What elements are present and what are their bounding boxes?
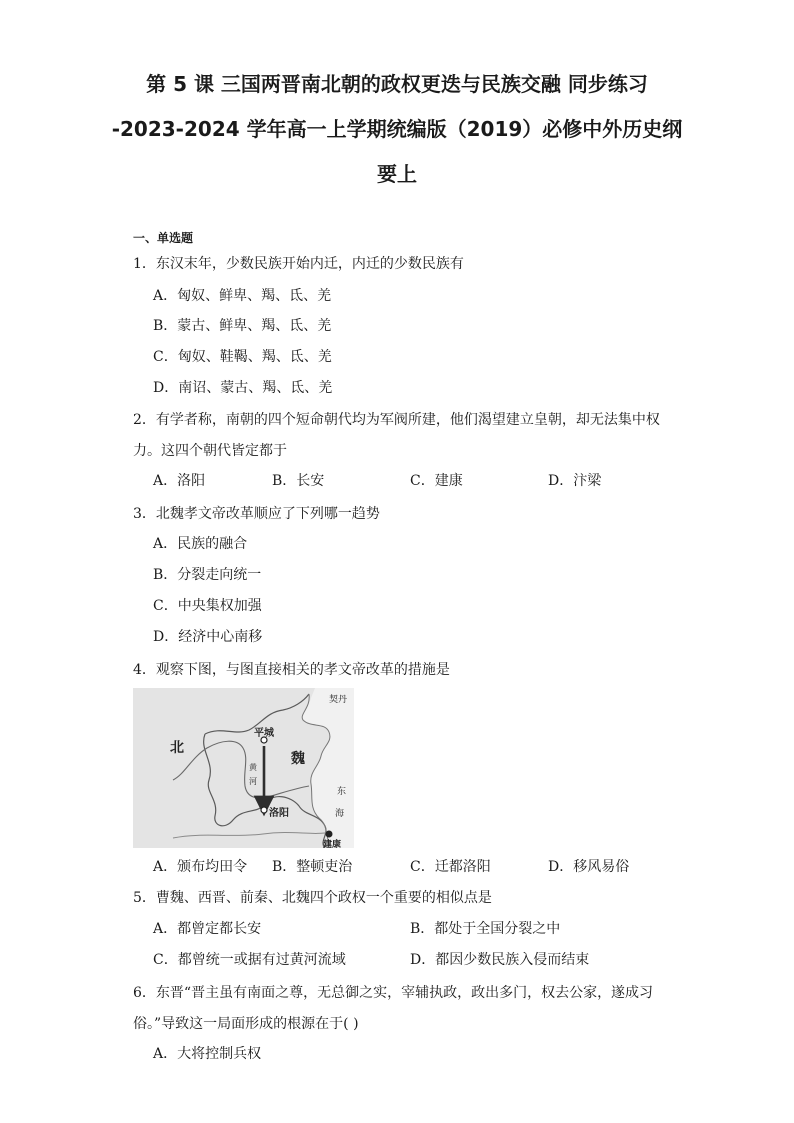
question-4-option-c[interactable]: C．迁都洛阳 [410, 859, 491, 875]
question-5-option-b[interactable]: B．都处于全国分裂之中 [410, 921, 561, 937]
question-3-option-b[interactable]: B．分裂走向统一 [153, 567, 262, 583]
question-1-option-d[interactable]: D．南诏、蒙古、羯、氐、羌 [153, 380, 333, 396]
question-4-option-a[interactable]: A．颁布均田令 [153, 859, 248, 875]
question-5-stem: 5．曹魏、西晋、前秦、北魏四个政权一个重要的相似点是 [133, 890, 492, 906]
map-label-sea-1: 东 [337, 787, 347, 797]
map-graphic [133, 688, 354, 848]
question-5-option-a[interactable]: A．都曾定都长安 [153, 921, 262, 937]
question-2-option-c[interactable]: C．建康 [410, 473, 463, 489]
map-label-huanghe-2: 河 [249, 777, 257, 786]
question-2-stem-line-2: 力。这四个朝代皆定都于 [133, 443, 287, 459]
question-4-option-b[interactable]: B．整顿吏治 [272, 859, 353, 875]
question-2-option-a[interactable]: A．洛阳 [153, 473, 206, 489]
question-1-option-b[interactable]: B．蒙古、鲜卑、羯、氐、羌 [153, 318, 332, 334]
question-3-stem: 3．北魏孝文帝改革顺应了下列哪一趋势 [133, 506, 380, 522]
title-line-1: 第 5 课 三国两晋南北朝的政权更迭与民族交融 同步练习 [146, 72, 648, 96]
map-label-wei: 魏 [291, 751, 305, 767]
question-2-option-b[interactable]: B．长安 [272, 473, 325, 489]
question-1-option-c[interactable]: C．匈奴、鞋鞨、羯、氐、羌 [153, 349, 332, 365]
question-3-option-a[interactable]: A．民族的融合 [153, 536, 248, 552]
title-line-3: 要上 [377, 162, 417, 186]
question-4-option-d[interactable]: D．移风易俗 [548, 859, 630, 875]
section-heading: 一、单选题 [133, 231, 194, 245]
question-1-stem: 1．东汉末年，少数民族开始内迁，内迁的少数民族有 [133, 256, 464, 272]
question-6-stem-line-2: 俗。”导致这一局面形成的根源在于( ) [133, 1016, 359, 1032]
map-label-pingcheng: 平城 [254, 728, 274, 739]
question-2-option-d[interactable]: D．汴梁 [548, 473, 602, 489]
map-label-luoyang: 洛阳 [269, 808, 289, 819]
map-label-jiankang: 建康 [323, 840, 342, 848]
luoyang-marker [261, 807, 267, 813]
map-label-qidan: 契丹 [329, 695, 348, 705]
title-line-2: -2023-2024 学年高一上学期统编版（2019）必修中外历史纲 [111, 117, 683, 141]
question-3-option-c[interactable]: C．中央集权加强 [153, 598, 262, 614]
question-1-option-a[interactable]: A．匈奴、鲜卑、羯、氐、羌 [153, 288, 332, 304]
question-2-stem-line-1: 2．有学者称，南朝的四个短命朝代均为军阀所建，他们渴望建立皇朝，却无法集中权 [133, 412, 660, 428]
question-4-stem: 4．观察下图，与图直接相关的孝文帝改革的措施是 [133, 662, 450, 678]
question-6-stem-line-1: 6．东晋“晋主虽有南面之尊，无总御之实，宰辅执政，政出多门，权去公家，遂成习 [133, 985, 654, 1001]
history-map [133, 688, 354, 848]
question-5-option-c[interactable]: C．都曾统一或据有过黄河流域 [153, 952, 346, 968]
question-5-option-d[interactable]: D．都因少数民族入侵而结束 [410, 952, 590, 968]
question-6-option-a[interactable]: A．大将控制兵权 [153, 1046, 262, 1062]
map-label-huanghe-1: 黄 [249, 763, 257, 772]
question-3-option-d[interactable]: D．经济中心南移 [153, 629, 263, 645]
map-label-sea-2: 海 [335, 809, 345, 819]
map-label-north: 北 [170, 740, 184, 756]
page-title [110, 62, 684, 197]
